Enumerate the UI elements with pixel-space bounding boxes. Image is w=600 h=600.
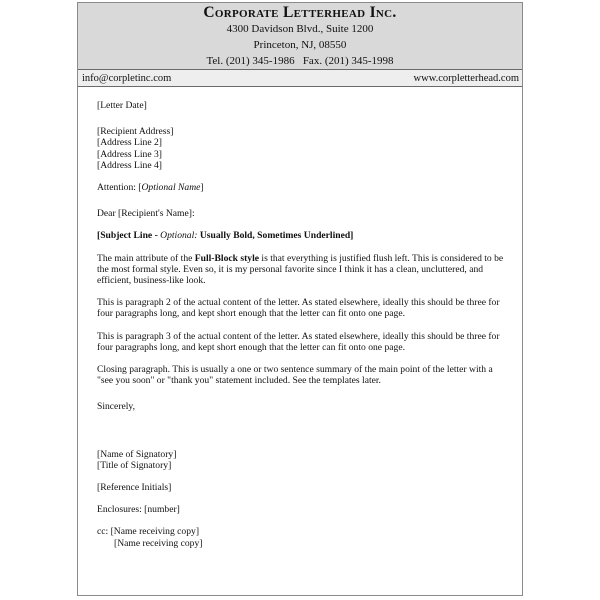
salutation: Dear [Recipient's Name]:	[97, 208, 195, 220]
letter-body	[97, 100, 508, 549]
subject-start: [Subject Line -	[97, 230, 161, 242]
paragraph-1	[97, 253, 508, 287]
subject-end: Usually Bold, Sometimes Underlined]	[197, 230, 354, 242]
contact-bar	[78, 69, 522, 87]
enclosures: Enclosures: [number]	[97, 504, 180, 516]
address-line-3: [Address Line 3]	[97, 148, 163, 160]
attention-value: Optional Name	[141, 182, 201, 194]
signatory-name: [Name of Signatory]	[97, 448, 177, 460]
attention-line	[97, 182, 508, 193]
letter-date: [Letter Date]	[97, 100, 147, 111]
recipient-address: [Recipient Address]	[97, 126, 174, 138]
company-website: www.corpletterhead.com	[413, 72, 519, 84]
letterhead	[78, 3, 522, 69]
company-phone-fax: Tel. (201) 345-1986 Fax. (201) 345-1998	[206, 55, 394, 67]
paragraph-2: This is paragraph 2 of the actual content of the letter. As stated elsewhere, ideally this should be three for four paragraphs long, and kept short enough that the letter can fit onto one page.	[97, 297, 500, 320]
company-email: info@corpletinc.com	[82, 72, 172, 84]
reference-initials: [Reference Initials]	[97, 482, 172, 494]
signatory-title: [Title of Signatory]	[97, 459, 172, 471]
subject-optional: Optional:	[160, 230, 198, 242]
attention-suffix: ]	[200, 182, 204, 194]
paragraph-1-bold: Full-Block style	[194, 252, 260, 264]
address-line-4: [Address Line 4]	[97, 159, 163, 171]
address-line-2: [Address Line 2]	[97, 137, 163, 149]
cc-line: cc: [Name receiving copy]	[97, 526, 200, 538]
letter-page	[77, 2, 523, 596]
company-city: Princeton, NJ, 08550	[253, 39, 347, 51]
paragraph-1-end: is that everything is justified flush left. This is considered to be the most formal style. Even so, it is my personal favorite since I think it has a clean, uncluttered, and efficient, business-like look.	[97, 252, 504, 287]
paragraph-1-start: The main attribute of the	[97, 252, 195, 264]
company-name: Corporate Letterhead Inc.	[203, 4, 397, 21]
closing: Sincerely,	[97, 401, 136, 413]
closing-paragraph: Closing paragraph. This is usually a one or two sentence summary of the main point of the letter with a "see you soon" or "thank you" statement included. See the templates later.	[97, 364, 493, 387]
subject-line	[97, 230, 508, 241]
cc-line-2: [Name receiving copy]	[114, 537, 203, 549]
attention-prefix: Attention: [	[97, 182, 142, 194]
paragraph-3: This is paragraph 3 of the actual content of the letter. As stated elsewhere, ideally this should be three for four paragraphs long, and kept short enough that the letter can fit onto one page.	[97, 330, 500, 353]
company-address: 4300 Davidson Blvd., Suite 1200	[226, 23, 374, 35]
